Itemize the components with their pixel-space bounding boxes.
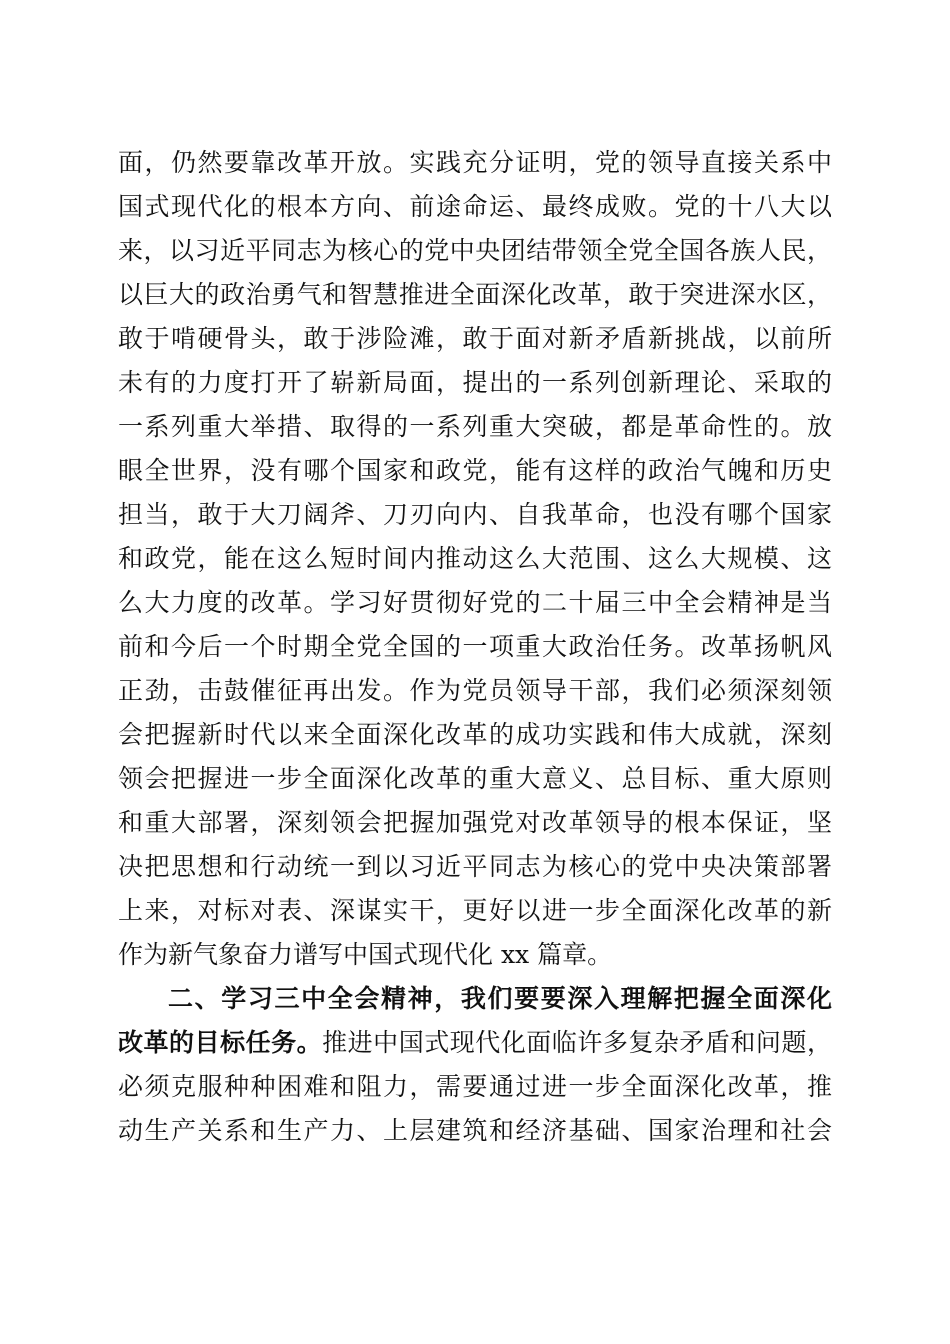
document-body bbox=[118, 141, 832, 1153]
section-heading-continued: 改革的目标任务。 bbox=[118, 1028, 323, 1057]
text-line: 未有的力度打开了崭新局面，提出的一系列创新理论、采取的 bbox=[118, 368, 832, 397]
paragraph-text: 推进中国式现代化面临许多复杂矛盾和问题， bbox=[322, 1028, 832, 1057]
text-line: 以巨大的政治勇气和智慧推进全面深化改革，敢于突进深水区， bbox=[118, 280, 832, 309]
text-line: 来，以习近平同志为核心的党中央团结带领全党全国各族人民， bbox=[118, 236, 832, 265]
text-line: 么大力度的改革。学习好贯彻好党的二十届三中全会精神是当 bbox=[118, 588, 832, 617]
paragraph-end-line: 作为新气象奋力谱写中国式现代化 xx 篇章。 bbox=[118, 940, 613, 969]
text-line: 领会把握进一步全面深化改革的重大意义、总目标、重大原则 bbox=[118, 764, 832, 793]
text-line: 和重大部署，深刻领会把握加强党对改革领导的根本保证，坚 bbox=[118, 808, 832, 837]
text-line: 敢于啃硬骨头，敢于涉险滩，敢于面对新矛盾新挑战，以前所 bbox=[118, 324, 832, 353]
text-line: 决把思想和行动统一到以习近平同志为核心的党中央决策部署 bbox=[118, 852, 832, 881]
text-line: 国式现代化的根本方向、前途命运、最终成败。党的十八大以 bbox=[118, 192, 832, 221]
text-line: 上来，对标对表、深谋实干，更好以进一步全面深化改革的新 bbox=[118, 896, 832, 925]
text-line: 眼全世界，没有哪个国家和政党，能有这样的政治气魄和历史 bbox=[118, 456, 832, 485]
section-heading: 二、学习三中全会精神，我们要要深入理解把握全面深化 bbox=[168, 984, 832, 1013]
text-line: 前和今后一个时期全党全国的一项重大政治任务。改革扬帆风 bbox=[118, 632, 832, 661]
text-line: 和政党，能在这么短时间内推动这么大范围、这么大规模、这 bbox=[118, 544, 832, 573]
text-line: 必须克服种种困难和阻力，需要通过进一步全面深化改革，推 bbox=[118, 1072, 832, 1101]
text-line: 正劲，击鼓催征再出发。作为党员领导干部，我们必须深刻领 bbox=[118, 676, 832, 705]
text-line: 动生产关系和生产力、上层建筑和经济基础、国家治理和社会 bbox=[118, 1116, 832, 1145]
text-line: 面，仍然要靠改革开放。实践充分证明，党的领导直接关系中 bbox=[118, 148, 832, 177]
text-line: 担当，敢于大刀阔斧、刀刃向内、自我革命，也没有哪个国家 bbox=[118, 500, 832, 529]
heading-continuation-line bbox=[118, 1021, 832, 1065]
text-line: 会把握新时代以来全面深化改革的成功实践和伟大成就，深刻 bbox=[118, 720, 832, 749]
text-line: 一系列重大举措、取得的一系列重大突破，都是革命性的。放 bbox=[118, 412, 832, 441]
